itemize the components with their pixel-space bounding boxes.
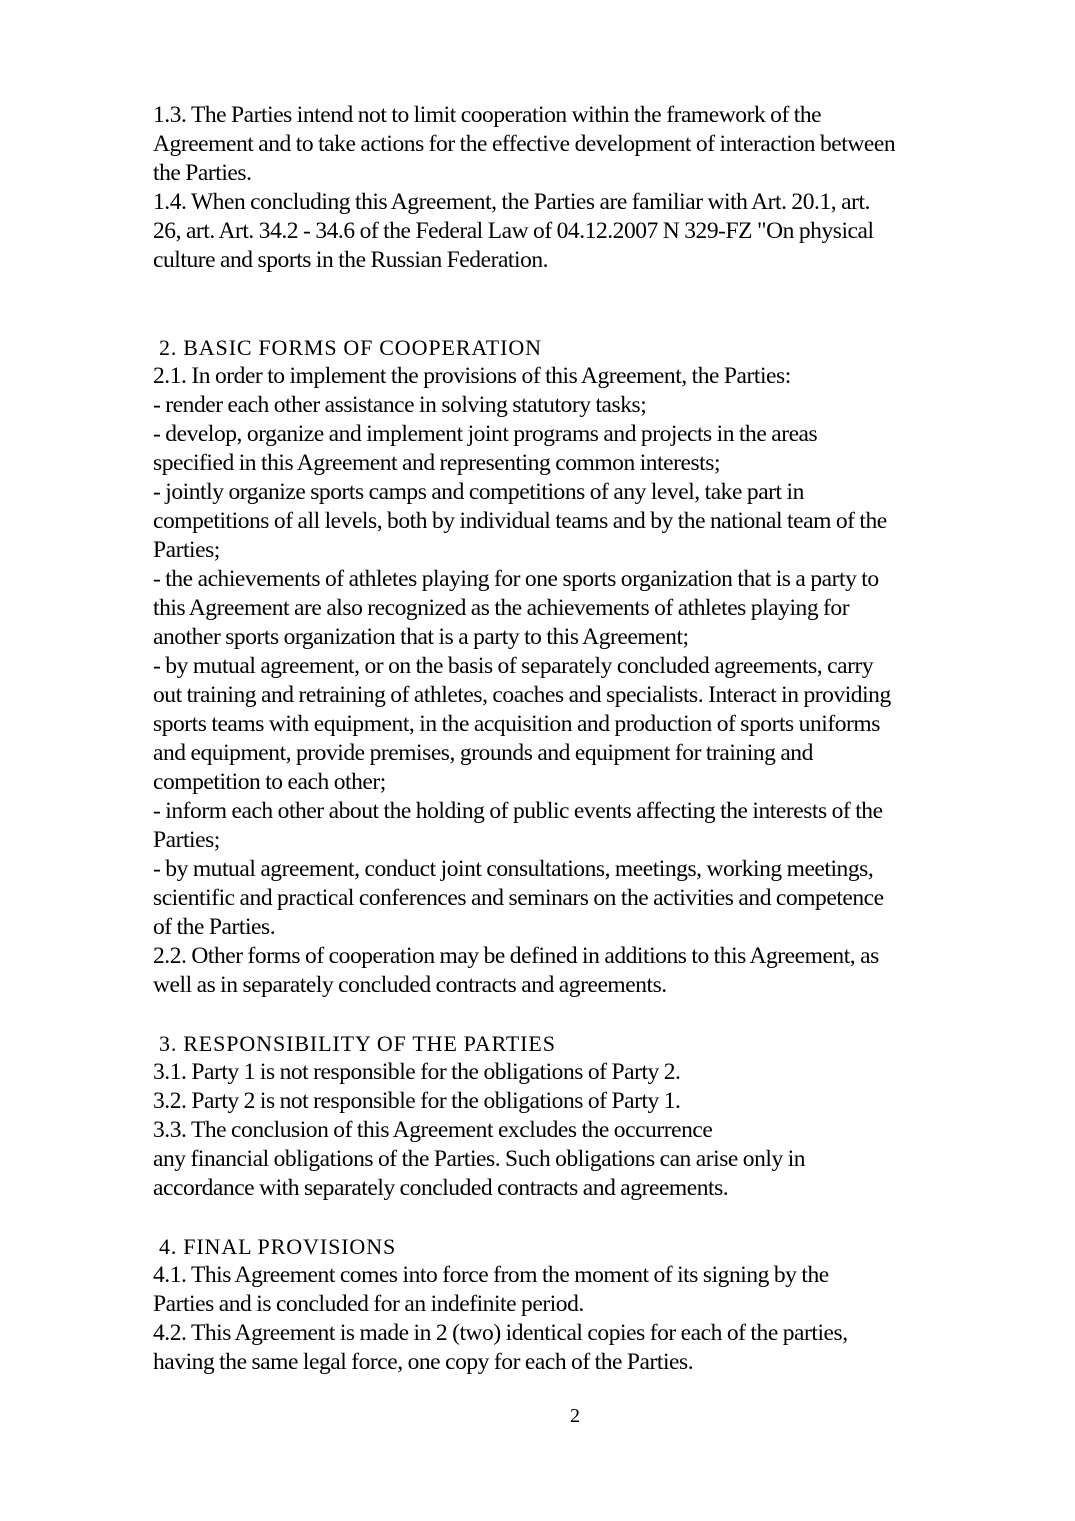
text-line: - render each other assistance in solving statutory tasks; [153, 392, 647, 418]
text-line: this Agreement are also recognized as the achievements of athletes playing for [153, 595, 850, 621]
text-line: any financial obligations of the Parties. Such obligations can arise only in [153, 1146, 806, 1172]
text-line: 3.2. Party 2 is not responsible for the obligations of Party 1. [153, 1088, 681, 1114]
section-2-text [153, 362, 1013, 1000]
text-line: 2.2. Other forms of cooperation may be defined in additions to this Agreement, as [153, 943, 879, 969]
text-line: specified in this Agreement and representing common interests; [153, 450, 721, 476]
text-line: the Parties. [153, 160, 252, 186]
text-line: Parties; [153, 537, 220, 563]
text-line: 3.3. The conclusion of this Agreement excludes the occurrence [153, 1117, 713, 1143]
text-line: - inform each other about the holding of public events affecting the interests of the [153, 798, 883, 824]
text-line: accordance with separately concluded contracts and agreements. [153, 1175, 729, 1201]
text-line: 4.2. This Agreement is made in 2 (two) identical copies for each of the parties, [153, 1320, 848, 1346]
section-3-heading: 3. RESPONSIBILITY OF THE PARTIES [159, 1031, 556, 1056]
text-line: 1.3. The Parties intend not to limit cooperation within the framework of the [153, 102, 822, 128]
text-line: competition to each other; [153, 769, 386, 795]
text-line: 4.1. This Agreement comes into force from the moment of its signing by the [153, 1262, 829, 1288]
section-1-text [153, 101, 1013, 275]
text-line: Agreement and to take actions for the effective development of interaction between [153, 131, 896, 157]
text-line: 26, art. Art. 34.2 - 34.6 of the Federal Law of 04.12.2007 N 329-FZ "On physical [153, 218, 874, 244]
text-line: culture and sports in the Russian Federation. [153, 247, 549, 273]
section-2-heading: 2. BASIC FORMS OF COOPERATION [159, 335, 542, 360]
paragraph-spacer [153, 275, 1013, 333]
document-body [153, 101, 1013, 1377]
text-line: Parties and is concluded for an indefinite period. [153, 1291, 584, 1317]
text-line: - develop, organize and implement joint programs and projects in the areas [153, 421, 818, 447]
text-line: 3.1. Party 1 is not responsible for the obligations of Party 2. [153, 1059, 681, 1085]
text-line: sports teams with equipment, in the acquisition and production of sports uniforms [153, 711, 880, 737]
section-4-text [153, 1261, 1013, 1377]
text-line: having the same legal force, one copy for each of the Parties. [153, 1349, 694, 1375]
text-line: well as in separately concluded contracts and agreements. [153, 972, 667, 998]
paragraph-spacer [153, 1203, 1013, 1232]
text-line: 2.1. In order to implement the provisions of this Agreement, the Parties: [153, 363, 791, 389]
page-number: 2 [570, 1405, 580, 1427]
paragraph-spacer [153, 1000, 1013, 1029]
text-line: another sports organization that is a party to this Agreement; [153, 624, 689, 650]
text-line: of the Parties. [153, 914, 276, 940]
section-3-text [153, 1058, 1013, 1203]
text-line: Parties; [153, 827, 220, 853]
text-line: 1.4. When concluding this Agreement, the Parties are familiar with Art. 20.1, art. [153, 189, 870, 215]
text-line: - by mutual agreement, conduct joint consultations, meetings, working meetings, [153, 856, 874, 882]
section-4-heading: 4. FINAL PROVISIONS [159, 1234, 397, 1259]
text-line: - the achievements of athletes playing for one sports organization that is a party to [153, 566, 879, 592]
text-line: scientific and practical conferences and seminars on the activities and competence [153, 885, 884, 911]
text-line: out training and retraining of athletes, coaches and specialists. Interact in providing [153, 682, 891, 708]
text-line: - by mutual agreement, or on the basis of separately concluded agreements, carry [153, 653, 874, 679]
text-line: and equipment, provide premises, grounds and equipment for training and [153, 740, 813, 766]
text-line: - jointly organize sports camps and competitions of any level, take part in [153, 479, 804, 505]
text-line: competitions of all levels, both by individual teams and by the national team of the [153, 508, 887, 534]
